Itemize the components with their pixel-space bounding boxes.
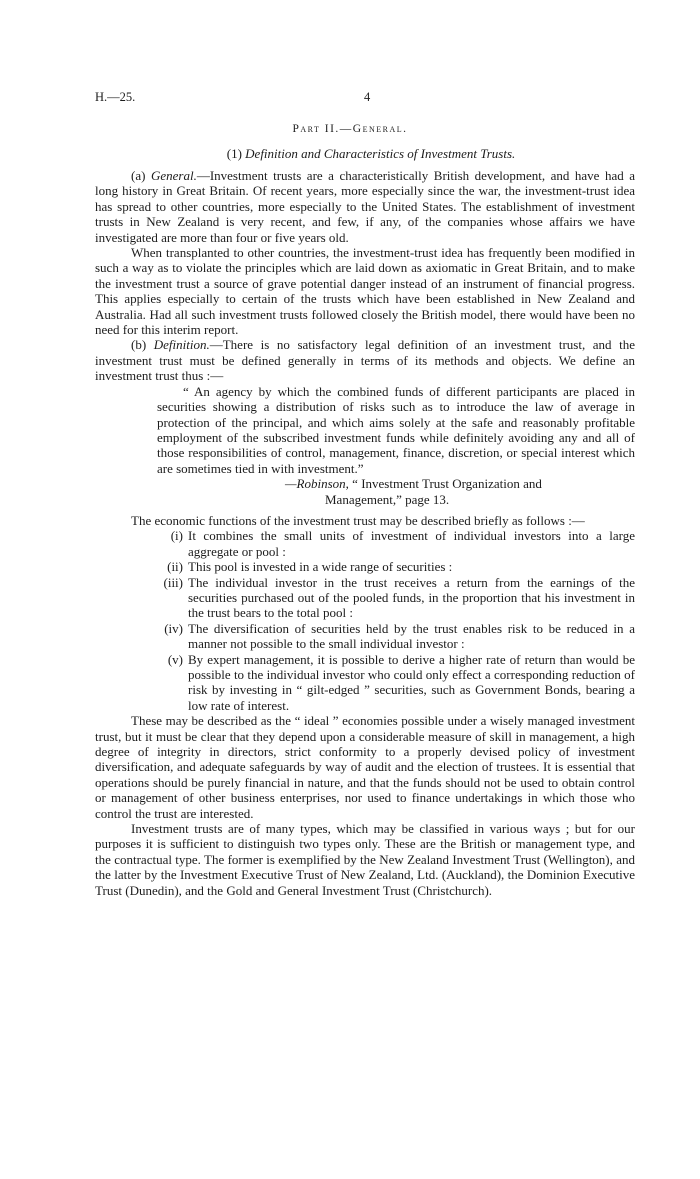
quote-citation xyxy=(285,476,635,507)
section-number: (1) xyxy=(226,146,242,161)
section-title xyxy=(0,146,700,162)
paragraph-label: (a) xyxy=(131,168,146,183)
list-item-number: (iii) xyxy=(163,574,183,590)
list-item-text: The diversification of securities held by the trust enables risk to be reduced in a manner not possible to the small individual investor : xyxy=(188,620,635,652)
list-item-text: It combines the small units of investment of individual investors into a large aggregate or pool : xyxy=(188,528,635,559)
list-item xyxy=(153,652,635,714)
definition-quote: “ An agency by which the combined funds of different participants are placed in securities showing a distribution of risks such as to introduce the law of average in protection of the principal, and which aims solely at the safe and reasonably profitable employment of the subscribed investment funds while definitely avoiding any and all of those responsibilities of control, management, finance, discretion, or special interest which are sometimes tied in with investment.” xyxy=(157,383,635,476)
paragraph-transplanted: When transplanted to other countries, the investment-trust idea has frequently been modified in such a way as to violate the principles which are laid down as axiomatic in Great Britain, and to make the investment trust a source of grave potential danger instead of an instrument of financial progress. This applies especially to certain of the trusts which have been established in New Zealand and Australia. Had all such investment trusts followed closely the British model, there would have been no need for this interim report. xyxy=(95,245,635,338)
list-item-number: (i) xyxy=(170,528,183,544)
paragraph-label: (b) xyxy=(131,337,147,353)
list-item-text: By expert management, it is possible to derive a higher rate of return than would be possible to the individual investor who could only effect a corresponding reduction of risk by investing in “ gilt-edged ” securities, such as Government Bonds, bearing a low rate of interest. xyxy=(188,651,635,713)
paragraph-general xyxy=(95,168,635,245)
list-item-number: (ii) xyxy=(167,559,183,575)
list-item-text: The individual investor in the trust receives a return from the earnings of the securities purchased out of the pooled funds, in the proportion that his investment in the trust bears to the total pool : xyxy=(188,574,635,621)
paragraph-text: —Investment trusts are a characteristically British development, and have had a long history in Great Britain. Of recent years, more especially since the war, the investment-trust idea has spread to other countries, more especially to the United States. The establishment of investment trusts in New Zealand is very recent, and few, if any, of the companies whose affairs we have investigated are more than four or five years old. xyxy=(95,168,636,245)
list-item xyxy=(153,528,635,559)
section-heading: Definition and Characteristics of Investment Trusts. xyxy=(245,146,516,161)
functions-list xyxy=(95,528,635,713)
paragraph-lead: General. xyxy=(150,168,197,183)
citation-author: —Robinson, xyxy=(285,476,349,492)
list-item xyxy=(153,575,635,621)
paragraph-text: —There is no satisfactory legal definition of an investment trust, and the investment trust must be defined generally in terms of its methods and objects. We define an investment trust thus :— xyxy=(95,337,636,384)
part-title: Part II.—General. xyxy=(292,123,408,135)
report-reference: H.—25. xyxy=(95,90,136,104)
list-item-number: (iv) xyxy=(164,620,183,636)
page-number: 4 xyxy=(364,90,371,104)
paragraph-lead: Definition. xyxy=(153,337,210,353)
body-text xyxy=(95,168,635,898)
list-item-text: This pool is invested in a wide range of securities : xyxy=(188,559,453,575)
list-item xyxy=(153,559,635,574)
list-item-number: (v) xyxy=(167,651,183,667)
citation-line-1: “ Investment Trust Organization and xyxy=(352,476,542,492)
citation-line-2: Management,” page 13. xyxy=(325,491,450,507)
paragraph-economies: These may be described as the “ ideal ” economies possible under a wisely managed investment trust, but it must be clear that they depend upon a considerable measure of skill in management, a high degree of integrity in directors, strict conformity to a properly devised policy of investment diversification, and adequate safeguards by way of audit and the election of trustees. It is essential that operations should be purely financial in nature, and that the funds should not be used to obtain control or management of other business enterprises, nor used to finance undertakings in which those who control the trust are interested. xyxy=(95,713,635,821)
paragraph-functions: The economic functions of the investment trust may be described briefly as follows :— xyxy=(131,512,585,528)
paragraph-definition xyxy=(95,337,635,383)
paragraph-types: Investment trusts are of many types, which may be classified in various ways ; but for our purposes it is sufficient to distinguish two types only. These are the British or management type, and the contractual type. The former is exemplified by the New Zealand Investment Trust (Wellington), and the latter by the Investment Executive Trust of New Zealand, Ltd. (Auckland), the Dominion Executive Trust (Dunedin), and the Gold and General Investment Trust (Christchurch). xyxy=(95,821,635,898)
list-item xyxy=(153,621,635,652)
